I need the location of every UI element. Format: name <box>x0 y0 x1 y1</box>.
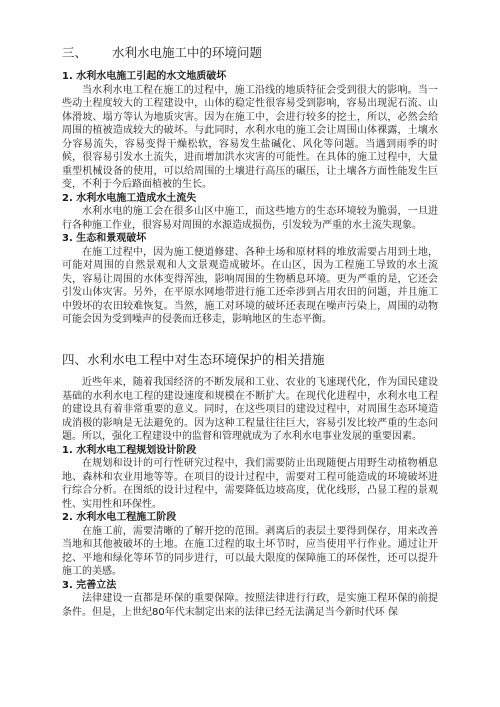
section-3-title <box>62 44 262 62</box>
section-4-body <box>62 376 438 619</box>
section-3-number: 三、 <box>62 45 88 60</box>
paragraph-3-1: 当水利水电工程在施工的过程中，施工沿线的地质特征会受到很大的影响。当一些动土程度较大的工程建设中，山体的稳定性很容易受到影响，容易出现泥石流、山体滑坡、塌方等认为地质灾害。因为在施工中，会进行较多的挖土，所以，必然会给周围的植被造成较大的破坏。与此同时，水利水电的施工会让周围山体裸露，土壤水分容易流失，容易变得干燥松软，容易发生盐碱化、风化等问题。当遇到雨季的时候，很容易引发水土流失，进而增加洪水灾害的可能性。在具体的施工过程中，大量重型机械设备的使用，可以给周围的土壤进行高压的碾压，让土壤各方面性能发生巨变，不利于今后路面植被的生长。 <box>62 84 438 190</box>
subheading-3-3: 3. 生态和景观破坏 <box>62 233 147 244</box>
paragraph-3-2: 水利水电的施工会在很多山区中施工，而这些地方的生态环境较为脆弱，一旦进行各种施工作业，很容易对周围的水源造成损伤，引发较为严重的水土流失现象。 <box>62 206 438 231</box>
subheading-4-1: 1. 水利水电工程规划设计阶段 <box>62 444 197 456</box>
subheading-3-1: 1. 水利水电施工引起的水文地质破坏 <box>62 71 227 82</box>
paragraph-4-3: 法律建设一直都是环保的重要保障。按照法律进行行政，是实施工程环保的前提条件。但是，上世纪80年代末制定出来的法律已经无法满足当今新时代环 保 <box>62 593 438 618</box>
subheading-4-2: 2. 水利水电工程施工阶段 <box>62 512 177 523</box>
paragraph-3-3: 在施工过程中，因为施工便道修建、各种土场和原材料的堆放需要占用到土地，可能对周围的自然景观和人文景观造成破坏。在山区，因为工程施工导致的水土流失，容易让周围的水体变得浑浊，影响周围的生物栖息环境。更为严重的是，它还会引发山体灾害。另外，在平原水网地带进行施工还牵涉到占用农田的问题，并且施工中毁坏的农田较难恢复。当然，施工对环境的破坏还表现在噪声污染上，周围的动物可能会因为受到噪声的侵袭而迁移走，影响地区的生态平衡。 <box>62 246 438 325</box>
subheading-3-2: 2. 水利水电施工造成水土流失 <box>62 192 197 204</box>
subheading-4-3: 3. 完善立法 <box>62 579 117 591</box>
section-3-title-text: 水利水电施工中的环境问题 <box>112 45 263 60</box>
paragraph-4-1: 在规划和设计的可行性研究过程中，我们需要防止出现随便占用野生动植物栖息地、森林和农业用地等等。在项目的设计过程中，需要对工程可能造成的环境破坏进行综合分析。在图纸的设计过程中，需要降低边坡高度，优化线形，凸显工程的景观性、实用性和环保性。 <box>62 458 438 510</box>
paragraph-4-2: 在施工前，需要清晰的了解开挖的范围。剥离后的表层土要得到保存，用来改善当地和其他被破坏的土地。在施工过程的取土坏节时，应当使用平行作业。通过让开挖、平地和绿化等环节的同步进行，可以最大限度的保障施工的环保性，还可以提升施工的美感。 <box>62 525 438 577</box>
paragraph-4-intro: 近些年来，随着我国经济的不断发展和工业、农业的飞速现代化，作为国民建设基础的水利水电工程的建设速度和规模在不断扩大。在现代化进程中，水利水电工程的建设具有着非常重要的意义。同时，在这些项目的建设过程中，对周围生态环境造成消极的影响是无法避免的。因为这种工程量往往巨大，容易引发比较严重的生态问题。所以，强化工程建设中的监督和管理就成为了水利水电事业发展的重要因素。 <box>62 377 438 442</box>
section-4-title: 四、水利水电工程中对生态环境保护的相关措施 <box>62 352 325 367</box>
section-3-body <box>62 70 438 327</box>
